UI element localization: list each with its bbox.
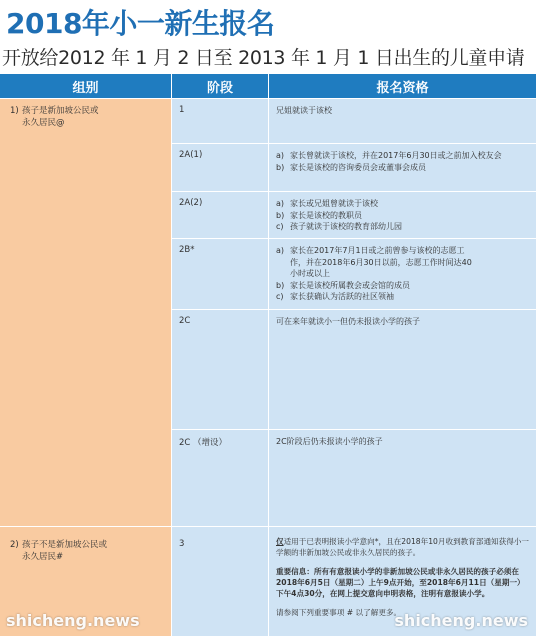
- qualification-item: b) 家长是该校所属教会或会馆的成员: [276, 280, 410, 290]
- qualification-item: a) 家长或兄姐曾就读于该校: [276, 199, 378, 208]
- important-notice: 重要信息：所有有意报读小学的非新加坡公民或非永久居民的孩子必须在2018年6月5日（星期二）上午9点开始，至2018年6月11日（星期一）下午4点30分，在网上提交意向申明表格，注明有意报读小学。: [276, 567, 525, 598]
- group-number: 1): [10, 106, 19, 116]
- eligibility-note: 仅适用于已表明报读小学意向*，且在2018年10月收到教育部通知获得小一学额的非新加坡公民或非永久居民的孩子。: [276, 537, 530, 557]
- see-notes: 请参阅下列重要事项 # 以了解更多。: [276, 608, 402, 617]
- stage-label: 2C: [179, 316, 191, 326]
- group-label-line2: 永久居民#: [22, 552, 64, 562]
- header-group: 组别: [0, 74, 171, 98]
- qualification-cell: [269, 430, 536, 526]
- qualification-item: 2C阶段后仍未报读小学的孩子: [276, 437, 383, 446]
- qualification-item: b) 家长是该校的教职员: [276, 210, 362, 220]
- stage-cell: [172, 310, 268, 429]
- stage-label: 2C （增设）: [179, 438, 228, 448]
- group-label-line1: 孩子不是新加坡公民或: [22, 540, 108, 550]
- stage-label: 2A(2): [179, 198, 203, 208]
- page-title: 2018年小一新生报名: [6, 7, 275, 40]
- stage-label: 2B*: [179, 245, 195, 255]
- qualification-item: 可在来年就读小一但仍未报读小学的孩子: [276, 317, 420, 326]
- group-number: 2): [10, 540, 19, 550]
- stage-cell: [172, 430, 268, 526]
- qualification-cell: [269, 192, 536, 238]
- stage-cell: [172, 239, 268, 309]
- group-label-line1: 孩子是新加坡公民或: [22, 106, 99, 116]
- group-label-line2: 永久居民@: [22, 118, 65, 128]
- qualification-item: c) 孩子就读于该校的教育部幼儿园: [276, 222, 402, 231]
- qualification-item: a) 家长曾就读于该校，并在2017年6月30日或之前加入校友会: [276, 151, 502, 160]
- stage-cell: [172, 527, 268, 636]
- stage-label: 1: [179, 105, 185, 115]
- watermark-left: shicheng.news: [6, 611, 140, 630]
- qualification-cell: [269, 310, 536, 429]
- watermark-right: shicheng.news: [394, 611, 528, 630]
- stage-label: 3: [179, 539, 185, 549]
- qualification-item: 兄姐就读于该校: [276, 106, 332, 115]
- qualification-cell: [269, 144, 536, 191]
- stage-cell: [172, 144, 268, 191]
- page-subtitle: 开放给2012 年 1 月 2 日至 2013 年 1 月 1 日出生的儿童申请: [2, 47, 525, 69]
- group-cell-1: [0, 99, 171, 526]
- qualification-item: a) 家长在2017年7月1日或之前曾参与该校的志愿工作，并在2018年6月30日以前，志愿工作时间达40小时或以上: [276, 246, 472, 278]
- qualification-item: c) 家长获确认为活跃的社区领袖: [276, 292, 394, 301]
- qualification-cell: [269, 239, 536, 309]
- header-stage: 阶段: [172, 74, 268, 98]
- stage-cell: [172, 99, 268, 143]
- qualification-cell: [269, 99, 536, 143]
- stage-label: 2A(1): [179, 150, 203, 160]
- header-qualification: 报名资格: [269, 74, 536, 98]
- qualification-item: b) 家长是该校的咨询委员会或董事会成员: [276, 162, 426, 172]
- stage-cell: [172, 192, 268, 238]
